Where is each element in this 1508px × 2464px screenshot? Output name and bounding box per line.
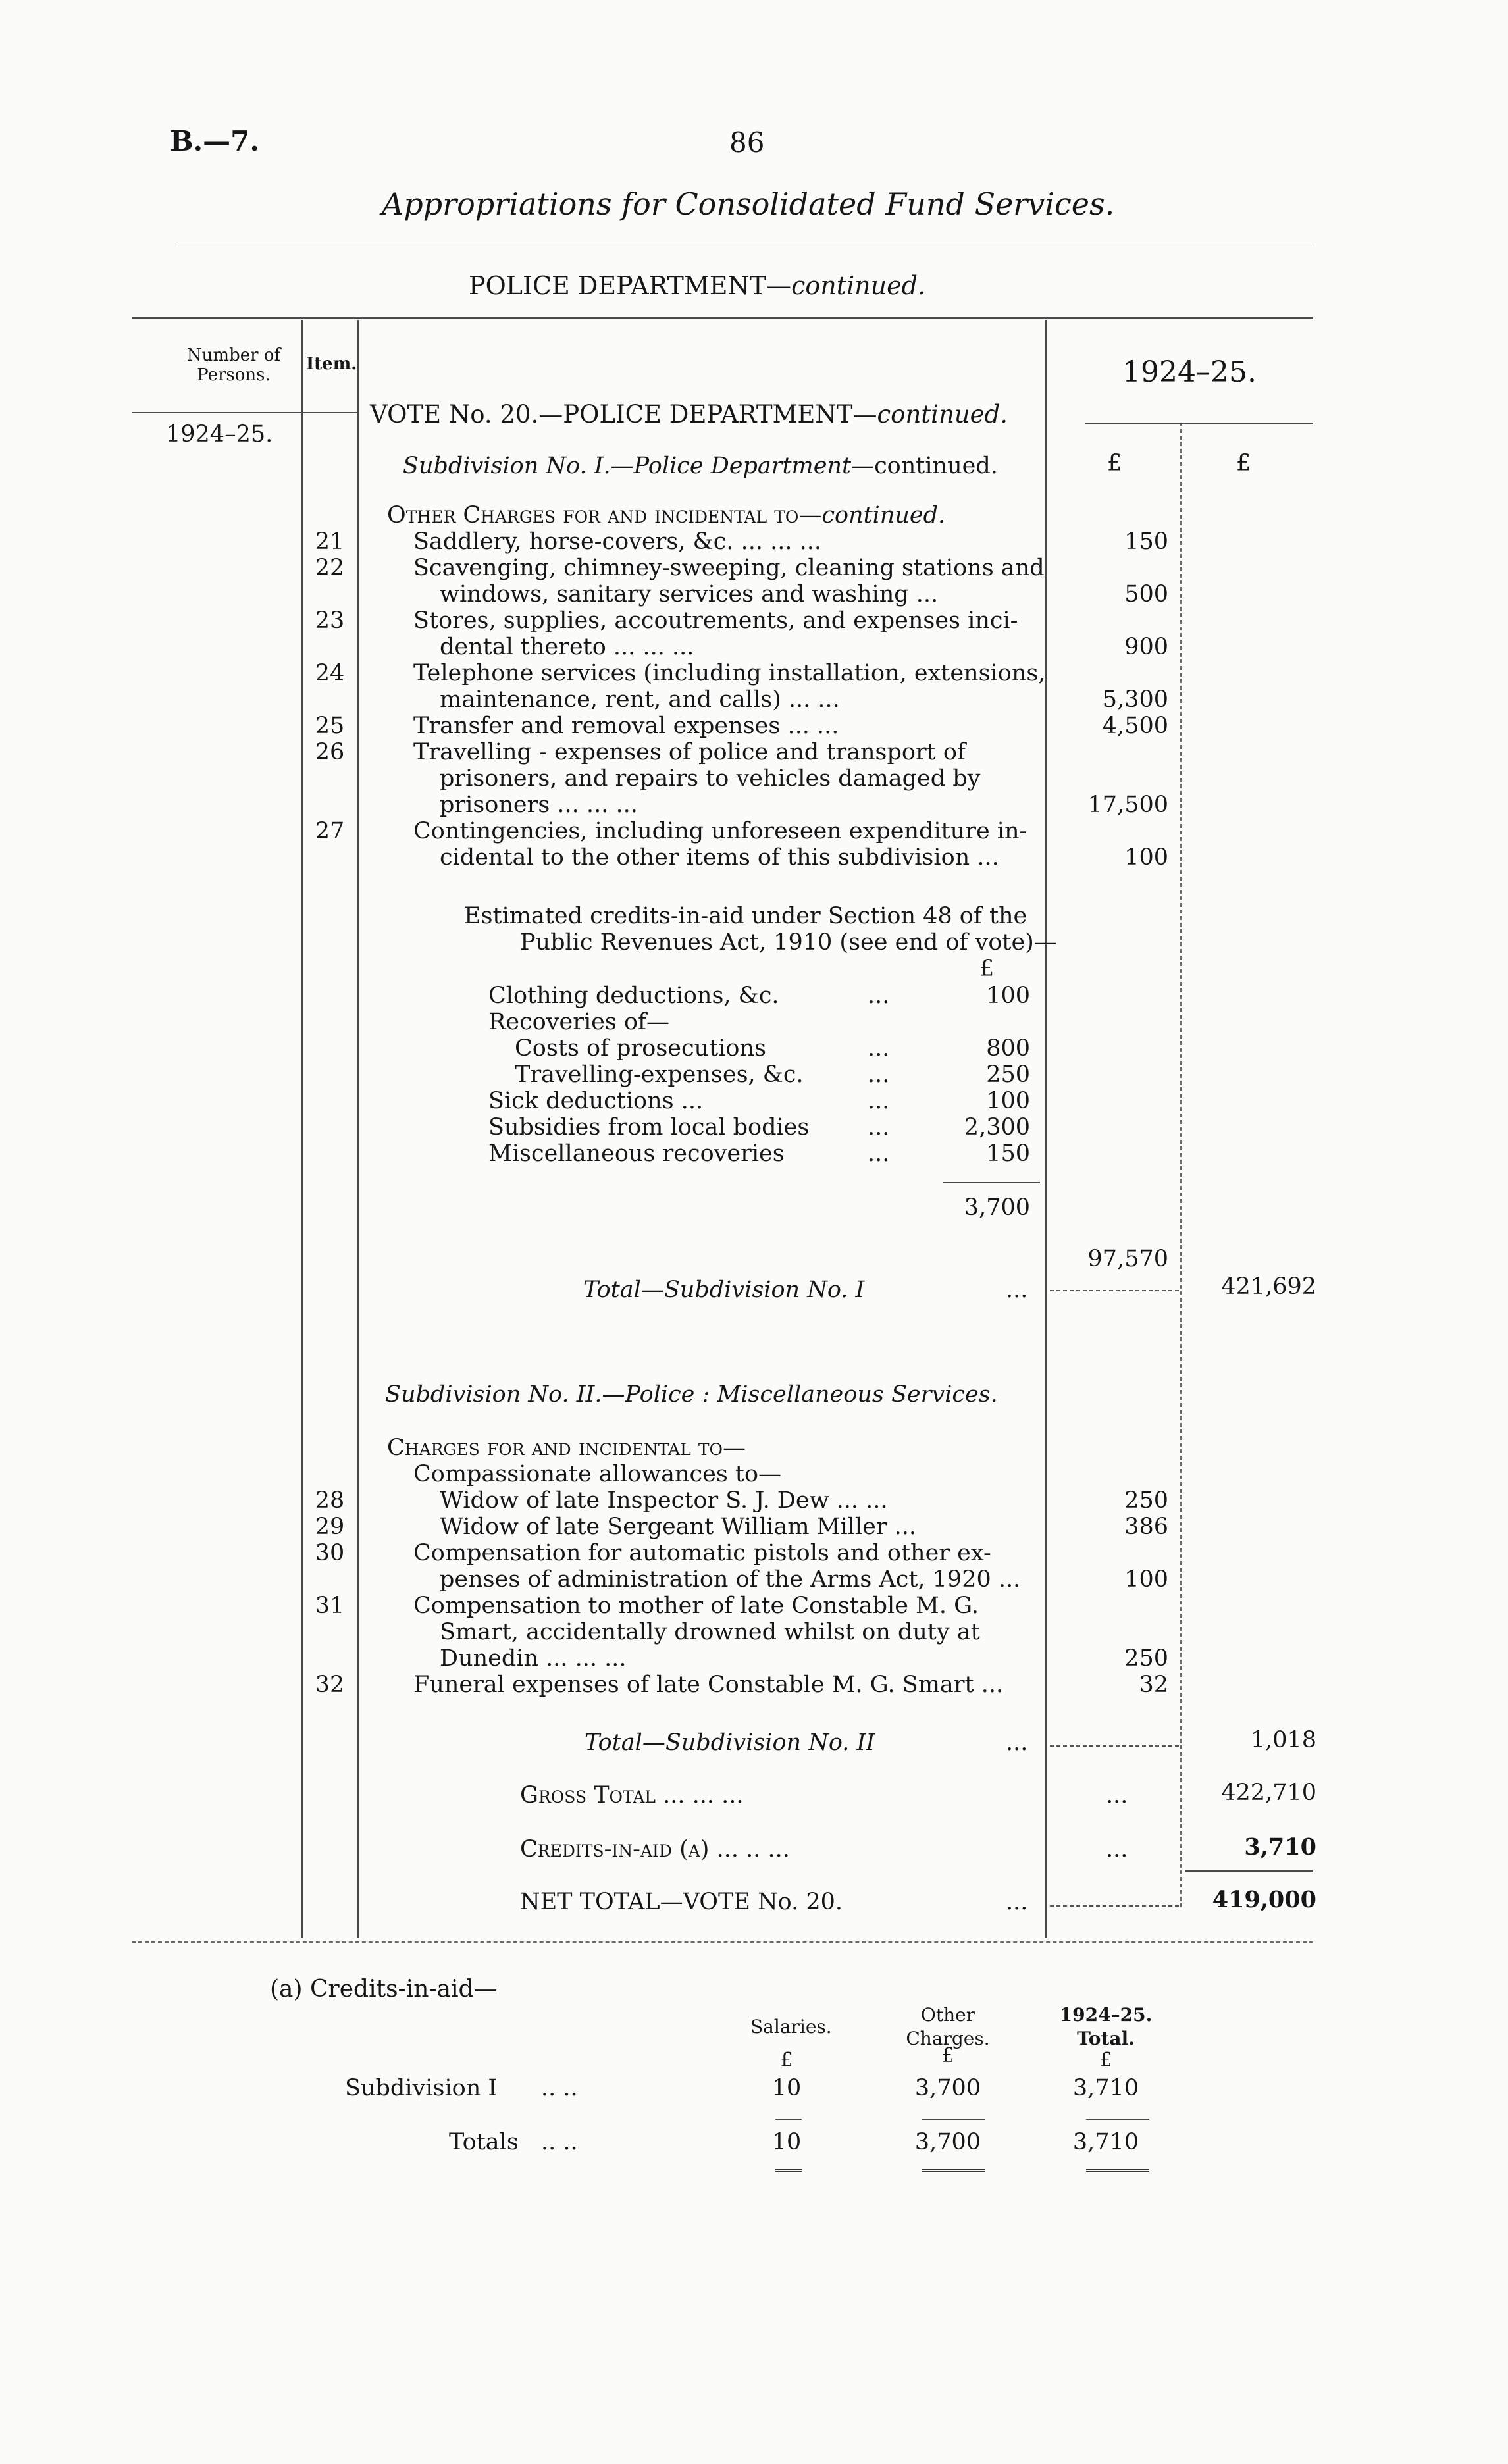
credits-in-aid-rule xyxy=(1185,1870,1313,1872)
footnote-double-other xyxy=(922,2169,985,2172)
vote-title-continued: continued. xyxy=(877,400,1008,428)
item-description: Compensation for automatic pistols and other ex- xyxy=(413,1540,991,1566)
item-description: prisoners ... ... ... xyxy=(440,792,638,818)
footnote-total-header-1: 1924–25. xyxy=(1059,2004,1153,2026)
credit-value: 250 xyxy=(986,1062,1030,1088)
subdivision-1-heading xyxy=(403,453,998,479)
department-name: POLICE DEPARTMENT— xyxy=(469,271,792,300)
item-description: Travelling - expenses of police and transport of xyxy=(413,739,966,765)
footnote-other: 3,700 xyxy=(914,2129,981,2155)
footnote-salaries-header: Salaries. xyxy=(750,2016,832,2038)
subdivision-2-total-label: Total—Subdivision No. II xyxy=(585,1730,875,1756)
year-header-rule xyxy=(1085,423,1313,424)
table-top-rule xyxy=(132,317,1313,319)
department-continued: continued. xyxy=(791,271,926,300)
footnote-row-dots: .. .. xyxy=(541,2075,578,2101)
item-number: 24 xyxy=(315,660,345,686)
item-header-rule xyxy=(301,412,357,413)
credit-label: Recoveries of— xyxy=(488,1009,669,1035)
credit-value: 100 xyxy=(986,1088,1030,1114)
credits-total: 3,700 xyxy=(964,1194,1030,1221)
subdivision-2-heading: Subdivision No. II.—Police : Miscellaneous Services. xyxy=(385,1381,998,1408)
credit-value: 100 xyxy=(986,983,1030,1009)
item-amount: 4,500 xyxy=(1102,713,1168,739)
subdivision-2-total-dots: ... xyxy=(1006,1730,1028,1756)
item-amount: 32 xyxy=(1139,1672,1168,1698)
page-title: Appropriations for Consolidated Fund Services. xyxy=(382,186,1115,222)
credit-label: Costs of prosecutions xyxy=(515,1035,766,1062)
item-description: Transfer and removal expenses ... ... xyxy=(413,713,839,739)
credits-intro-1: Estimated credits-in-aid under Section 48 of the xyxy=(464,903,1027,929)
other-charges-heading xyxy=(387,502,945,528)
footnote-pound-1: £ xyxy=(780,2049,793,2072)
vote-title-text: VOTE No. 20.—POLICE DEPARTMENT— xyxy=(370,400,877,428)
credit-label: Clothing deductions, &c. xyxy=(488,983,779,1009)
subdivision-2-total-value: 1,018 xyxy=(1250,1727,1316,1753)
credit-label: Miscellaneous recoveries xyxy=(488,1141,785,1167)
item-description: windows, sanitary services and washing ... xyxy=(440,581,939,607)
footnote-salaries: 10 xyxy=(771,2129,802,2155)
credit-dots: ... xyxy=(868,1062,890,1088)
credit-value: 150 xyxy=(986,1141,1030,1167)
table-bottom-rule xyxy=(132,1941,1313,1943)
description-column-rule xyxy=(1045,320,1047,1938)
footnote-other-header-2: Charges. xyxy=(906,2028,990,2049)
year-column-header: 1924–25. xyxy=(1122,355,1257,389)
item-number: 30 xyxy=(315,1540,345,1566)
page-number: 86 xyxy=(729,126,765,159)
item-number: 28 xyxy=(315,1487,345,1514)
subdivision-1-total-label: Total—Subdivision No. I xyxy=(583,1277,865,1303)
subdivision-1-heading-text: Subdivision No. I.—Police Department— xyxy=(403,453,875,479)
pound-heading-2: £ xyxy=(1236,450,1251,476)
item-description: Telephone services (including installation, extensions, xyxy=(413,660,1046,686)
sub2-charges-heading: Charges for and incidental to— xyxy=(387,1435,746,1461)
net-total-rule xyxy=(1050,1905,1179,1907)
subdivision-1-total-rule xyxy=(1050,1290,1179,1291)
credit-dots: ... xyxy=(868,1141,890,1167)
item-amount: 500 xyxy=(1124,581,1168,607)
credits-sum-rule xyxy=(943,1182,1040,1183)
net-total-value: 419,000 xyxy=(1212,1886,1316,1913)
item-number: 31 xyxy=(315,1593,345,1619)
credit-dots: ... xyxy=(868,1035,890,1062)
footnote-total-header-2: Total. xyxy=(1077,2028,1135,2049)
item-number: 21 xyxy=(315,528,345,555)
gross-total-label: Gross Total ... ... ... xyxy=(520,1782,744,1809)
item-column-rule xyxy=(357,320,359,1938)
item-amount: 150 xyxy=(1124,528,1168,555)
persons-header-rule xyxy=(132,412,301,413)
item-description: Contingencies, including unforeseen expenditure in- xyxy=(413,818,1027,844)
item-number: 32 xyxy=(315,1672,345,1698)
pound-heading-1: £ xyxy=(1107,450,1122,476)
persons-column-rule xyxy=(301,320,303,1938)
footnote-total: 3,710 xyxy=(1072,2129,1139,2155)
item-number: 25 xyxy=(315,713,345,739)
credits-intro-2: Public Revenues Act, 1910 (see end of vote)— xyxy=(520,929,1057,956)
item-description: Funeral expenses of late Constable M. G. Smart ... xyxy=(413,1672,1004,1698)
item-amount: 5,300 xyxy=(1102,686,1168,713)
item-amount: 250 xyxy=(1124,1645,1168,1672)
item-description: Saddlery, horse-covers, &c. ... ... ... xyxy=(413,528,822,555)
credits-in-aid-dots: ... xyxy=(1106,1836,1128,1862)
footnote-title: (a) Credits-in-aid— xyxy=(270,1976,498,2003)
compassionate-heading: Compassionate allowances to— xyxy=(413,1461,782,1487)
item-number: 26 xyxy=(315,739,345,765)
other-charges-continued: continued. xyxy=(821,502,946,528)
item-amount: 100 xyxy=(1124,1566,1168,1593)
item-description: Compensation to mother of late Constable M. G. xyxy=(413,1593,979,1619)
credit-dots: ... xyxy=(868,983,890,1009)
subdivision-1-total-dots: ... xyxy=(1006,1277,1028,1303)
footnote-pound-2: £ xyxy=(941,2044,954,2067)
item-description: maintenance, rent, and calls) ... ... xyxy=(440,686,840,713)
footnote-pound-3: £ xyxy=(1099,2049,1112,2072)
item-amount: 17,500 xyxy=(1087,792,1168,818)
footnote-salaries: 10 xyxy=(771,2075,802,2101)
item-description: cidental to the other items of this subdivision ... xyxy=(440,844,999,871)
item-description: prisoners, and repairs to vehicles damaged by xyxy=(440,765,981,792)
credit-label: Travelling-expenses, &c. xyxy=(515,1062,804,1088)
gross-total-value: 422,710 xyxy=(1221,1780,1316,1806)
amount-column-rule xyxy=(1180,423,1182,1907)
footnote-row-label: Subdivision I xyxy=(345,2075,498,2101)
credit-label: Sick deductions ... xyxy=(488,1088,704,1114)
credits-in-aid-value: 3,710 xyxy=(1244,1834,1316,1861)
item-amount: 100 xyxy=(1124,844,1168,871)
item-description: Dunedin ... ... ... xyxy=(440,1645,627,1672)
footnote-rule-other xyxy=(922,2119,985,2120)
item-description: Widow of late Inspector S. J. Dew ... ... xyxy=(440,1487,888,1514)
credit-value: 800 xyxy=(986,1035,1030,1062)
item-amount: 900 xyxy=(1124,634,1168,660)
net-total-dots: ... xyxy=(1006,1889,1028,1915)
persons-year: 1924–25. xyxy=(166,421,273,448)
credit-label: Subsidies from local bodies xyxy=(488,1114,810,1141)
footnote-other-header-1: Other xyxy=(920,2004,975,2026)
footnote-rule-salaries xyxy=(775,2119,802,2120)
item-column-header: Item. xyxy=(306,354,357,374)
item-amount: 250 xyxy=(1124,1487,1168,1514)
item-description: Smart, accidentally drowned whilst on duty at xyxy=(440,1619,980,1645)
footnote-total: 3,710 xyxy=(1072,2075,1139,2101)
vote-title xyxy=(370,400,1008,428)
subdivision-1-heading-continued: continued. xyxy=(874,453,998,479)
item-description: dental thereto ... ... ... xyxy=(440,634,694,660)
footnote-other: 3,700 xyxy=(914,2075,981,2101)
persons-column-header: Number of Persons. xyxy=(186,346,281,385)
page-reference: B.—7. xyxy=(170,125,259,157)
footnote-double-salaries xyxy=(775,2169,802,2172)
item-description: Scavenging, chimney-sweeping, cleaning stations and xyxy=(413,555,1045,581)
subdivision-2-total-rule xyxy=(1050,1745,1179,1747)
gross-total-dots: ... xyxy=(1106,1782,1128,1809)
credit-value: 2,300 xyxy=(964,1114,1030,1141)
item-amount: 386 xyxy=(1124,1514,1168,1540)
net-total-label: NET TOTAL—VOTE No. 20. xyxy=(520,1889,843,1915)
department-heading xyxy=(469,271,925,300)
other-charges-text: Other Charges for and incidental to— xyxy=(387,502,822,528)
item-number: 29 xyxy=(315,1514,345,1540)
credit-dots: ... xyxy=(868,1114,890,1141)
footnote-row-label: Totals xyxy=(449,2129,519,2155)
footnote-rule-total xyxy=(1086,2119,1149,2120)
item-number: 22 xyxy=(315,555,345,581)
footnote-double-total xyxy=(1086,2169,1149,2172)
item-number: 23 xyxy=(315,607,345,634)
footnote-row-dots: .. .. xyxy=(541,2129,578,2155)
item-description: penses of administration of the Arms Act, 1920 ... xyxy=(440,1566,1021,1593)
credits-in-aid-label: Credits-in-aid (a) ... .. ... xyxy=(520,1836,790,1862)
subdivision-1-total-col2: 421,692 xyxy=(1221,1273,1316,1300)
credits-pound: £ xyxy=(979,956,995,982)
credit-dots: ... xyxy=(868,1088,890,1114)
item-number: 27 xyxy=(315,818,345,844)
subdivision-1-total-col1: 97,570 xyxy=(1087,1246,1168,1272)
item-description: Widow of late Sergeant William Miller ... xyxy=(440,1514,917,1540)
item-description: Stores, supplies, accoutrements, and expenses inci- xyxy=(413,607,1018,634)
